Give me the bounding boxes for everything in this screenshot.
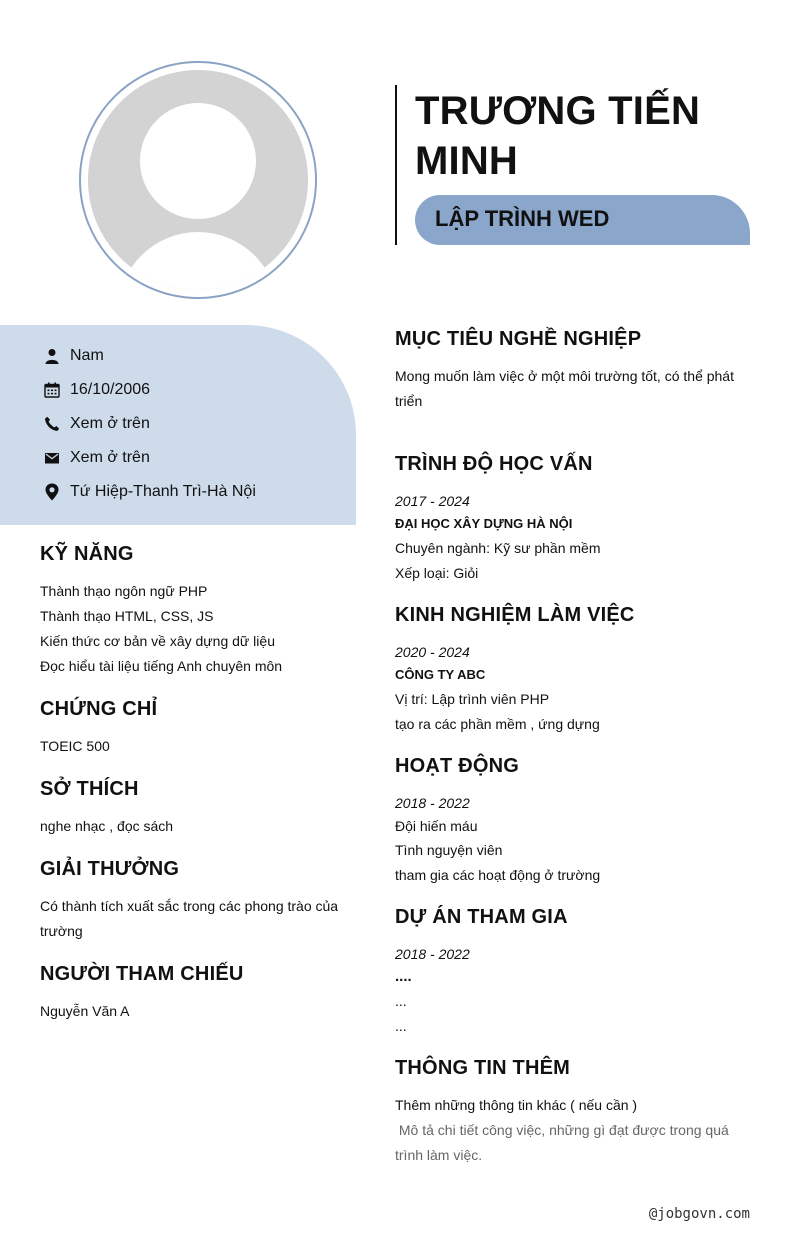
experience-heading: KINH NGHIỆM LÀM VIỆC bbox=[395, 604, 635, 626]
birthday-value: 16/10/2006 bbox=[70, 381, 151, 398]
mail-icon bbox=[40, 446, 64, 470]
additional-entry bbox=[395, 1093, 750, 1168]
projects-heading: DỰ ÁN THAM GIA bbox=[395, 906, 568, 928]
activity-item: Đội hiến máu bbox=[395, 818, 478, 834]
phone-value: Xem ở trên bbox=[70, 415, 150, 432]
project-item: ... bbox=[395, 1018, 407, 1034]
project-name: .... bbox=[395, 968, 412, 985]
name-divider bbox=[395, 85, 397, 245]
contact-address bbox=[40, 480, 256, 504]
calendar-icon bbox=[40, 378, 64, 402]
watermark: @jobgovn.com bbox=[648, 1206, 750, 1222]
additional-heading: THÔNG TIN THÊM bbox=[395, 1057, 571, 1079]
hobbies-text: nghe nhạc , đọc sách bbox=[40, 818, 174, 834]
location-pin-icon bbox=[40, 480, 64, 504]
contact-gender bbox=[40, 344, 104, 368]
additional-hint-line: Mô tả chi tiết công việc, những gì đạt được trong quá bbox=[395, 1122, 729, 1138]
activities-heading: HOẠT ĐỘNG bbox=[395, 755, 520, 777]
objective-line: Mong muốn làm việc ở một môi trường tốt, có thể phát bbox=[395, 368, 734, 384]
education-grade: Xếp loại: Giỏi bbox=[395, 565, 479, 581]
skill-item: Đọc hiểu tài liệu tiếng Anh chuyên môn bbox=[40, 658, 283, 674]
skills-list bbox=[40, 579, 350, 679]
certificates-heading: CHỨNG CHỈ bbox=[40, 698, 158, 720]
additional-hint-line: trình làm việc. bbox=[395, 1147, 483, 1163]
experience-date: 2020 - 2024 bbox=[395, 644, 470, 660]
projects-date: 2018 - 2022 bbox=[395, 946, 470, 962]
gender-value: Nam bbox=[70, 347, 104, 364]
avatar-head bbox=[140, 103, 256, 219]
email-value: Xem ở trên bbox=[70, 449, 150, 466]
skill-item: Kiến thức cơ bản về xây dựng dữ liệu bbox=[40, 633, 275, 649]
activities-entry bbox=[395, 792, 750, 888]
skill-item: Thành thạo HTML, CSS, JS bbox=[40, 608, 214, 624]
certificates-text: TOEIC 500 bbox=[40, 738, 110, 754]
avatar-shoulders bbox=[118, 232, 278, 290]
objective-line: triển bbox=[395, 393, 423, 409]
references-text: Nguyễn Văn A bbox=[40, 1003, 130, 1019]
projects-entry bbox=[395, 943, 750, 1039]
objective-text bbox=[395, 364, 750, 414]
job-title: LẬP TRÌNH WED bbox=[435, 206, 610, 231]
awards-line: Có thành tích xuất sắc trong các phong trào của bbox=[40, 898, 339, 914]
project-item: ... bbox=[395, 993, 407, 1009]
education-date: 2017 - 2024 bbox=[395, 493, 470, 509]
skills-heading: KỸ NĂNG bbox=[40, 543, 134, 565]
awards-text bbox=[40, 894, 355, 944]
experience-entry bbox=[395, 641, 750, 737]
address-value: Tứ Hiệp-Thanh Trì-Hà Nội bbox=[70, 483, 256, 500]
phone-icon bbox=[40, 412, 64, 436]
avatar bbox=[79, 61, 317, 299]
activity-item: Tình nguyện viên bbox=[395, 842, 503, 858]
education-major: Chuyên ngành: Kỹ sư phần mềm bbox=[395, 540, 601, 556]
education-entry bbox=[395, 490, 750, 586]
activity-item: tham gia các hoạt động ở trường bbox=[395, 867, 601, 883]
education-school: ĐẠI HỌC XÂY DỰNG HÀ NỘI bbox=[395, 516, 573, 531]
experience-detail: tạo ra các phần mềm , ứng dựng bbox=[395, 716, 600, 732]
hobbies-heading: SỞ THÍCH bbox=[40, 778, 139, 800]
job-title-banner bbox=[415, 195, 750, 245]
education-heading: TRÌNH ĐỘ HỌC VẤN bbox=[395, 453, 593, 475]
activities-date: 2018 - 2022 bbox=[395, 795, 470, 811]
user-icon bbox=[40, 344, 64, 368]
contact-panel bbox=[0, 325, 356, 525]
candidate-name: TRƯƠNG TIẾN MINH bbox=[415, 89, 701, 183]
contact-birthday bbox=[40, 378, 150, 402]
experience-company: CÔNG TY ABC bbox=[395, 667, 486, 682]
additional-text: Thêm những thông tin khác ( nếu cần ) bbox=[395, 1097, 638, 1113]
skill-item: Thành thạo ngôn ngữ PHP bbox=[40, 583, 208, 599]
contact-phone bbox=[40, 412, 150, 436]
references-heading: NGƯỜI THAM CHIẾU bbox=[40, 963, 244, 985]
avatar-placeholder-icon bbox=[88, 70, 308, 290]
experience-position: Vị trí: Lập trình viên PHP bbox=[395, 691, 550, 707]
awards-line: trường bbox=[40, 923, 83, 939]
awards-heading: GIẢI THƯỞNG bbox=[40, 858, 180, 880]
objective-heading: MỤC TIÊU NGHỀ NGHIỆP bbox=[395, 328, 642, 350]
contact-email bbox=[40, 446, 150, 470]
